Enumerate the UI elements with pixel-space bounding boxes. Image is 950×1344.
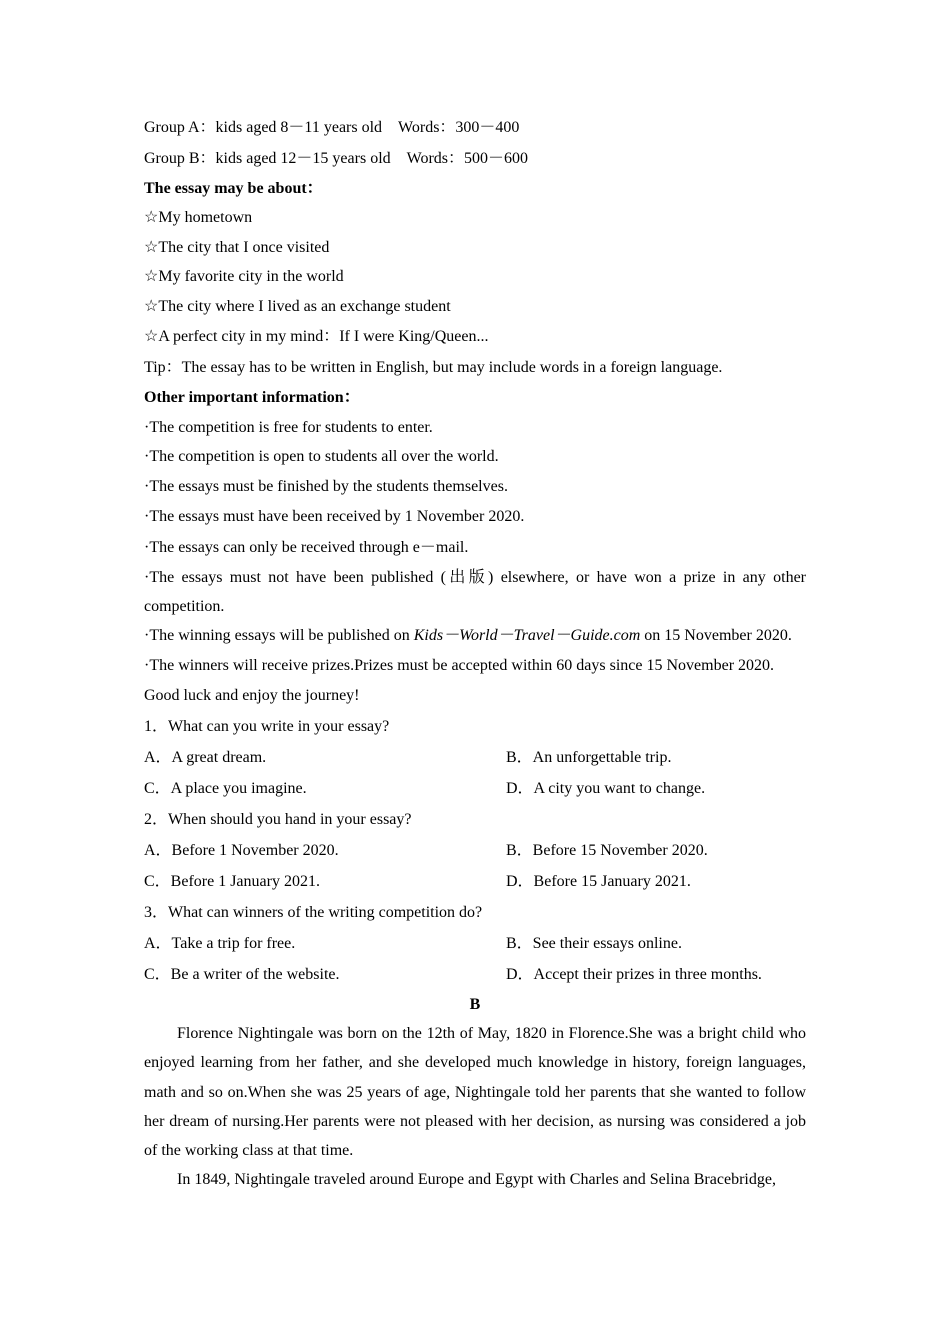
topic-item: ☆The city where I lived as an exchange student [144,297,451,315]
section-b-heading: B [469,996,481,1014]
closing-line: Good luck and enjoy the journey! [144,687,360,705]
passage-paragraph: Florence Nightingale was born on the 12th of May, 1820 in Florence.She was a bright child who enjoyed learning from her father, and she developed much knowledge in history, foreign languages, math and so on.When she was 25 years of age, Nightingale told her parents that she wanted to follow her dream of nursing.Her parents were not pleased with her decision, as nursing was considered a job of the working class at that time. [144,1025,806,1159]
info-heading: Other important information： [144,389,360,406]
info-item: ·The competition is open to students all over the world. [144,448,499,465]
winning-after: on 15 November 2020. [640,627,792,645]
option-b[interactable]: B．See their essays online. [506,935,682,953]
passage-paragraph: In 1849, Nightingale traveled around Europe and Egypt with Charles and Selina Bracebridge, [177,1171,776,1189]
topic-item: ☆My hometown [144,209,253,226]
topic-item: ☆My favorite city in the world [144,268,344,285]
option-c[interactable]: C．Be a writer of the website. [144,966,340,984]
question-stem: 3．What can winners of the writing competition do? [144,904,483,922]
option-a[interactable]: A．Take a trip for free. [144,935,296,953]
website-name: Kids－World－Travel－Guide.com [413,627,641,645]
options-row [144,928,806,959]
option-a[interactable]: A．Before 1 November 2020. [144,842,339,860]
options-row [144,773,806,804]
info-item-winning [144,621,806,650]
group-a-line: Group A：kids aged 8－11 years old Words：300－400 [144,119,520,136]
tip-line: Tip：The essay has to be written in English, but may include words in a foreign language. [144,359,723,376]
option-c[interactable]: C．A place you imagine. [144,780,307,798]
group-b-line: Group B：kids aged 12－15 years old Words：500－600 [144,149,529,167]
option-b[interactable]: B．An unforgettable trip. [506,749,672,767]
options-row [144,959,806,990]
info-item: ·The winners will receive prizes.Prizes must be accepted within 60 days since 15 November 2020. [144,656,775,674]
winning-before: ·The winning essays will be published on [144,627,414,645]
question-stem: 1．What can you write in your essay? [144,718,390,736]
info-item: ·The essays must have been received by 1 November 2020. [144,508,525,525]
option-c[interactable]: C．Before 1 January 2021. [144,873,320,891]
option-b[interactable]: B．Before 15 November 2020. [506,842,708,860]
options-row [144,835,806,866]
info-item: ·The competition is free for students to enter. [144,418,433,436]
topic-item: ☆The city that I once visited [144,238,330,256]
topics-heading: The essay may be about： [144,179,323,197]
options-row [144,742,806,773]
option-d[interactable]: D．A city you want to change. [506,780,706,798]
options-row [144,866,806,897]
info-item: ·The essays must be finished by the students themselves. [144,477,508,495]
info-item: ·The essays must not have been published (出版) elsewhere, or have won a prize in any other competition. [144,569,806,616]
question-stem: 2．When should you hand in your essay? [144,811,412,829]
option-d[interactable]: D．Before 15 January 2021. [506,873,691,891]
info-item: ·The essays can only be received through e－mail. [144,539,469,556]
document-page [144,113,806,1194]
topic-item: ☆A perfect city in my mind：If I were King/Queen... [144,328,489,345]
option-d[interactable]: D．Accept their prizes in three months. [506,966,762,984]
option-a[interactable]: A．A great dream. [144,749,267,767]
